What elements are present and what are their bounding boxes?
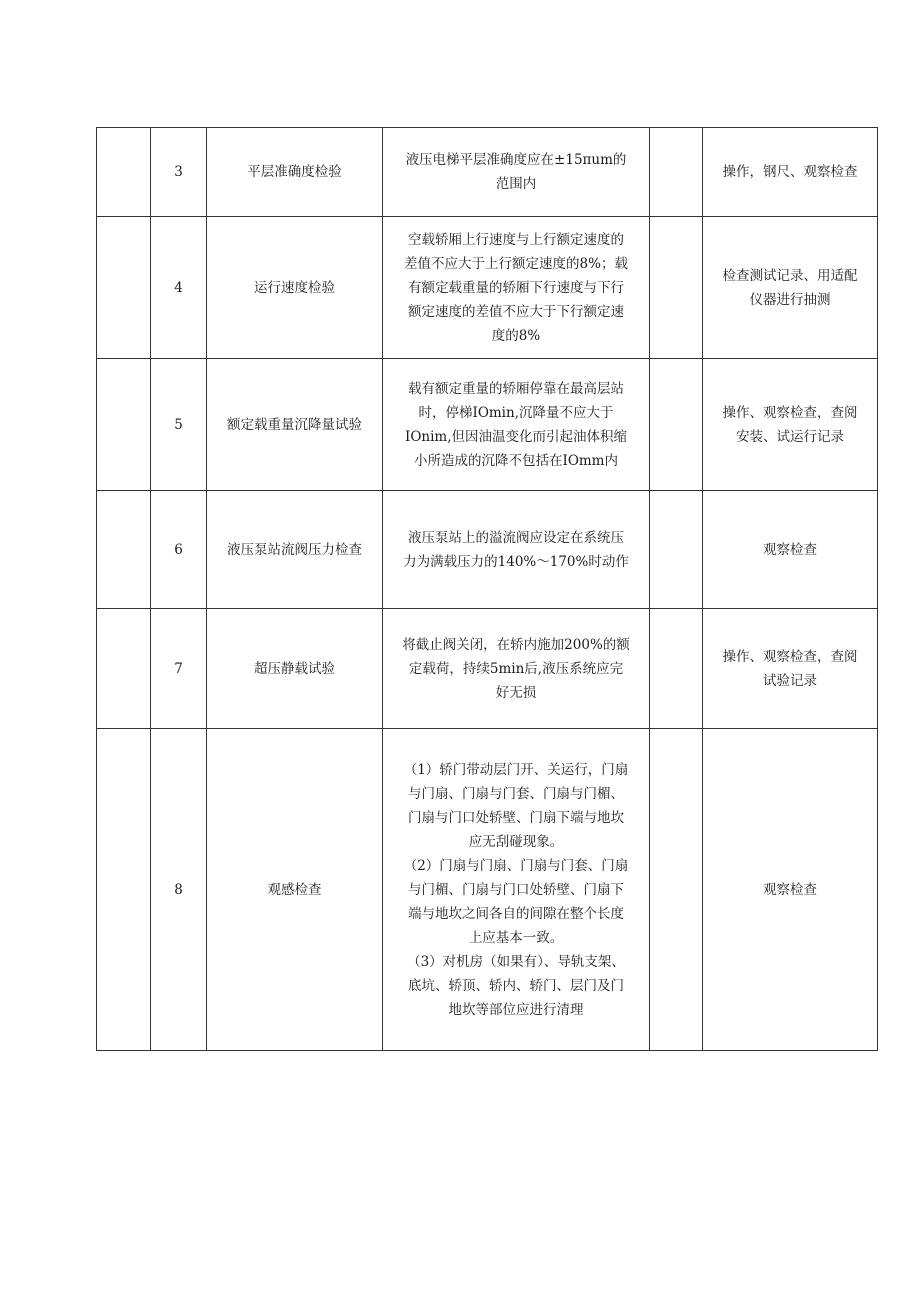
inspection-item: 观感检查 — [207, 729, 383, 1051]
requirement-line: 与门楣、门扇与门口处轿壁、门扇下 — [408, 881, 624, 898]
blank-cell — [650, 729, 703, 1051]
requirement-line: 力为满载压力的140%～170%时动作 — [403, 553, 629, 570]
blank-cell — [97, 128, 151, 217]
requirement-line: （3）对机房（如果有）、导轨支架、 — [407, 953, 625, 970]
blank-cell — [97, 729, 151, 1051]
method-cell — [703, 128, 878, 217]
inspection-item: 液压泵站流阀压力检查 — [207, 491, 383, 609]
requirement-line: 液压电梯平层准确度应在±15πum的 — [405, 152, 627, 168]
requirement-line: 将截止阀关闭，在轿内施加200%的额 — [402, 636, 630, 653]
method-cell — [703, 609, 878, 729]
requirement-line: 地坎等部位应进行清理 — [448, 1001, 584, 1018]
row-number: 8 — [151, 729, 207, 1051]
requirement-line: 液压泵站上的溢流阀应设定在系统压 — [408, 529, 624, 546]
requirement-line: IOnim,但因油温变化而引起油体积缩 — [404, 428, 627, 445]
requirement-line: 范围内 — [495, 176, 537, 192]
method-line: 操作、观察检查，查阅 — [722, 648, 858, 665]
method-line: 操作，钢尺、观察检查 — [722, 164, 858, 180]
method-line: 操作、观察检查，查阅 — [722, 404, 858, 421]
requirement-line: 差值不应大于上行额定速度的8%；载 — [404, 255, 628, 272]
method-cell — [703, 491, 878, 609]
method-line: 仪器进行抽测 — [749, 291, 831, 308]
table-row — [97, 128, 878, 217]
method-line: 观察检查 — [763, 541, 817, 558]
requirement-line: 度的8% — [491, 327, 541, 344]
method-line: 观察检查 — [763, 881, 817, 898]
blank-cell — [97, 491, 151, 609]
table-row — [97, 359, 878, 491]
requirement-line: （2）门扇与门扇、门扇与门套、门扇 — [403, 857, 629, 874]
requirement-cell — [383, 491, 650, 609]
requirement-cell — [383, 359, 650, 491]
requirement-line: 定载荷，持续5min后,液压系统应完 — [408, 660, 624, 677]
requirement-line: 端与地坎之间各自的间隙在整个长度 — [408, 905, 624, 922]
row-number: 5 — [151, 359, 207, 491]
inspection-item: 运行速度检验 — [207, 217, 383, 359]
row-number: 4 — [151, 217, 207, 359]
inspection-item: 超压静载试验 — [207, 609, 383, 729]
requirement-line: 小所造成的沉降不包括在IOmm内 — [413, 452, 618, 469]
requirement-line: 额定速度的差值不应大于下行额定速 — [408, 303, 624, 320]
blank-cell — [650, 609, 703, 729]
blank-cell — [650, 217, 703, 359]
requirement-cell — [383, 729, 650, 1051]
requirement-line: （1）轿门带动层门开、关运行，门扇 — [403, 761, 629, 778]
requirement-line: 应无刮碰现象。 — [468, 833, 564, 850]
requirement-line: 底坑、轿顶、轿内、轿门、层门及门 — [408, 977, 624, 994]
blank-cell — [650, 359, 703, 491]
requirement-cell — [383, 217, 650, 359]
blank-cell — [650, 491, 703, 609]
row-number: 7 — [151, 609, 207, 729]
inspection-table — [96, 127, 878, 1051]
requirement-line: 时，停梯IOmin,沉降量不应大于 — [418, 404, 614, 421]
requirement-line: 空载轿厢上行速度与上行额定速度的 — [408, 231, 624, 248]
requirement-line: 门扇与门口处轿壁、门扇下端与地坎 — [408, 809, 624, 826]
blank-cell — [97, 359, 151, 491]
requirement-line: 载有额定重量的轿厢停靠在最高层站 — [408, 380, 624, 397]
method-line: 检查测试记录、用适配 — [722, 267, 858, 284]
method-line: 试验记录 — [763, 672, 817, 689]
table-row — [97, 609, 878, 729]
inspection-table-body — [97, 128, 878, 1051]
requirement-line: 与门扇、门扇与门套、门扇与门楣、 — [408, 785, 624, 802]
table-row — [97, 491, 878, 609]
requirement-cell — [383, 128, 650, 217]
row-number: 6 — [151, 491, 207, 609]
blank-cell — [97, 609, 151, 729]
method-line: 安装、试运行记录 — [736, 428, 844, 445]
blank-cell — [650, 128, 703, 217]
requirement-line: 上应基本一致。 — [468, 929, 564, 946]
blank-cell — [97, 217, 151, 359]
table-row — [97, 729, 878, 1051]
row-number: 3 — [151, 128, 207, 217]
requirement-line: 好无损 — [495, 684, 537, 701]
requirement-cell — [383, 609, 650, 729]
method-cell — [703, 359, 878, 491]
table-row — [97, 217, 878, 359]
inspection-item: 额定载重量沉降量试验 — [207, 359, 383, 491]
inspection-item: 平层准确度检验 — [207, 128, 383, 217]
method-cell — [703, 729, 878, 1051]
requirement-line: 有额定载重量的轿厢下行速度与下行 — [408, 279, 624, 296]
method-cell — [703, 217, 878, 359]
